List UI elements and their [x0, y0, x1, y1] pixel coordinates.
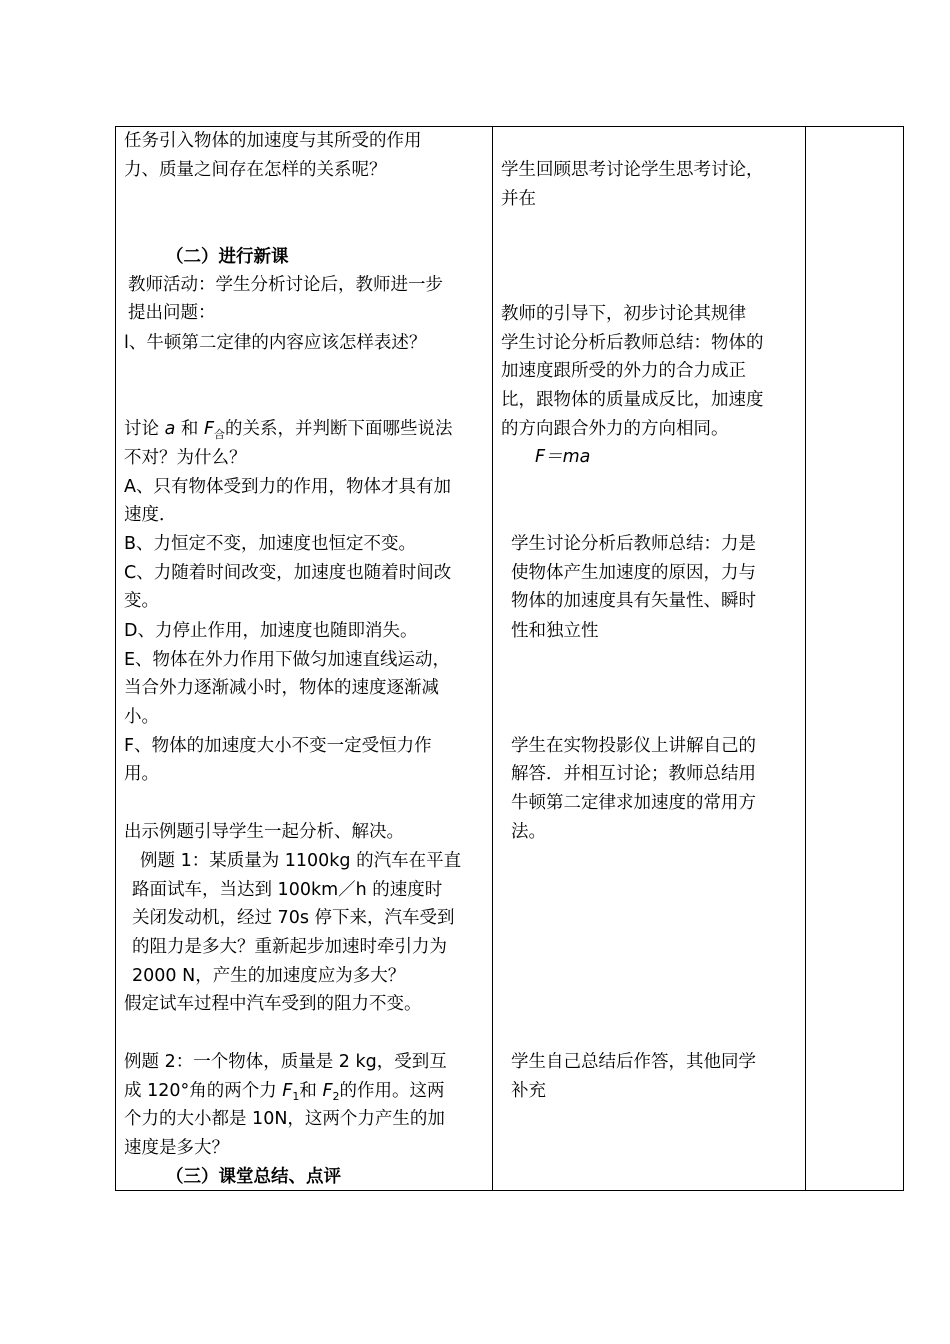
example-line: 假定试车过程中汽车受到的阻力不变。: [124, 994, 422, 1014]
text-line: 任务引入物体的加速度与其所受的作用: [124, 131, 422, 151]
text-line: [124, 415, 453, 443]
lesson-plan-table: [115, 126, 904, 1191]
example-line: 的阻力是多大？重新起步加速时牵引力为: [132, 937, 447, 957]
text-line: 并在: [501, 189, 536, 209]
example-line: 关闭发动机，经过 70s 停下来，汽车受到: [132, 908, 455, 928]
text-span: 成 120°角的两个力: [124, 1081, 283, 1101]
option-line: F、物体的加速度大小不变一定受恒力作: [124, 736, 432, 756]
text-line: 使物体产生加速度的原因，力与: [511, 563, 756, 583]
notes-cell: [806, 127, 904, 1191]
text-line: 比，跟物体的质量成反比，加速度: [501, 390, 764, 410]
text-line: 出示例题引导学生一起分析、解决。: [124, 822, 404, 842]
student-activity-cell: [493, 127, 806, 1191]
text-span: 和: [299, 1081, 323, 1101]
option-line: B、力恒定不变，加速度也恒定不变。: [124, 534, 417, 554]
variable-F1: F: [282, 1081, 293, 1101]
variable-a: a: [164, 419, 176, 439]
option-line: 速度．: [124, 505, 177, 525]
option-line: E、物体在外力作用下做匀加速直线运动，: [124, 650, 451, 670]
section-heading: （二）进行新课: [166, 247, 289, 267]
text-line: 提出问题：: [128, 303, 216, 323]
text-line: 学生讨论分析后教师总结：物体的: [501, 333, 764, 353]
option-line: C、力随着时间改变，加速度也随着时间改: [124, 563, 452, 583]
variable-F: F: [203, 419, 215, 439]
text-line: 性和独立性: [511, 621, 599, 641]
text-line: 教师的引导下，初步讨论其规律: [501, 304, 746, 324]
subscript: 2: [332, 1090, 340, 1103]
example-line: 例题 1：某质量为 1100kg 的汽车在平直: [140, 851, 462, 871]
text-line: 学生回顾思考讨论学生思考讨论，: [501, 160, 764, 180]
table-row: [116, 127, 904, 1191]
text-span: 的作用。这两: [339, 1081, 445, 1101]
text-line: 学生自己总结后作答，其他同学: [511, 1052, 756, 1072]
formula: F＝ma: [535, 447, 591, 467]
text-line: 牛顿第二定律求加速度的常用方: [511, 793, 756, 813]
example-line: 速度是多大？: [124, 1138, 229, 1158]
question-line: l、牛顿第二定律的内容应该怎样表述？: [124, 333, 427, 353]
example-line: 路面试车，当达到 100km／h 的速度时: [132, 880, 443, 900]
text-span: 的关系，并判断下面哪些说法: [225, 419, 453, 439]
content-cell: [116, 127, 493, 1191]
text-line: 加速度跟所受的外力的合力成正: [501, 361, 746, 381]
option-line: 当合外力逐渐减小时，物体的速度逐渐减: [124, 678, 439, 698]
example-line: 2000 N，产生的加速度应为多大？: [132, 966, 406, 986]
text-line: 法。: [511, 822, 546, 842]
text-span: 和: [175, 419, 204, 439]
text-line: 补充: [511, 1081, 546, 1101]
option-line: D、力停止作用，加速度也随即消失。: [124, 621, 418, 641]
option-line: 小。: [124, 707, 159, 727]
option-line: A、只有物体受到力的作用，物体才具有加: [124, 477, 451, 497]
subscript: 1: [292, 1090, 300, 1103]
text-line: 物体的加速度具有矢量性、瞬时: [511, 591, 756, 611]
option-line: 变。: [124, 591, 159, 611]
text-line: 学生讨论分析后教师总结：力是: [511, 534, 756, 554]
text-line: 解答．并相互讨论；教师总结用: [511, 764, 756, 784]
text-line: 教师活动：学生分析讨论后，教师进一步: [128, 275, 443, 295]
variable-F2: F: [322, 1081, 333, 1101]
subscript: 合: [214, 428, 226, 441]
example-line: [124, 1077, 445, 1105]
section-heading: （三）课堂总结、点评: [166, 1167, 341, 1187]
text-line: 学生在实物投影仪上讲解自己的: [511, 736, 756, 756]
example-line: 个力的大小都是 10N，这两个力产生的加: [124, 1109, 445, 1129]
option-line: 用。: [124, 764, 159, 784]
text-line: 力、质量之间存在怎样的关系呢？: [124, 160, 387, 180]
example-line: 例题 2：一个物体，质量是 2 kg，受到互: [124, 1052, 447, 1072]
text-line: 不对？为什么？: [124, 448, 247, 468]
text-span: 讨论: [124, 419, 165, 439]
text-line: 的方向跟合外力的方向相同。: [501, 419, 729, 439]
